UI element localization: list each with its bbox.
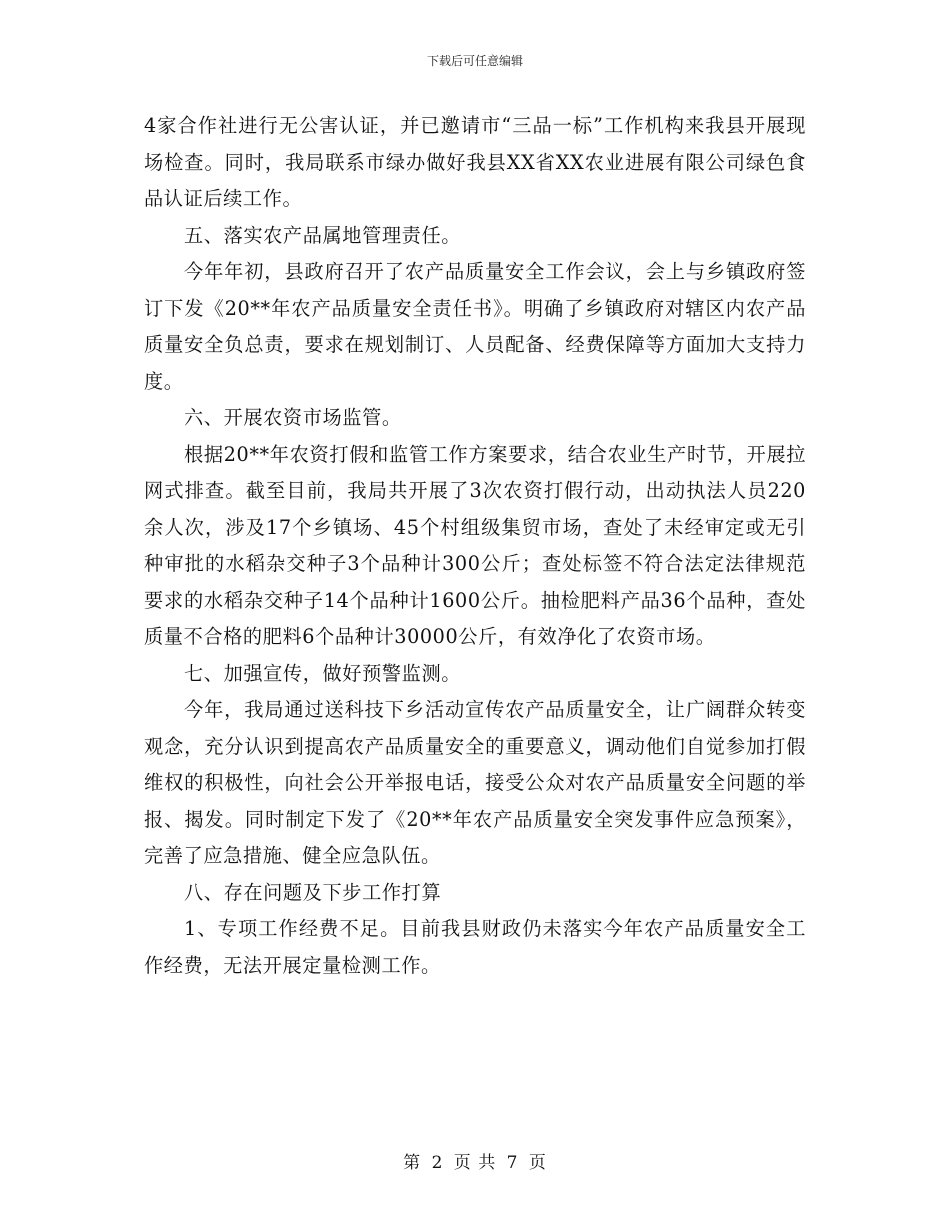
document-body xyxy=(144,108,806,984)
paragraph-section-5: 今年年初，县政府召开了农产品质量安全工作会议，会上与乡镇政府签订下发《20**年农产品质量安全责任书》。明确了乡镇政府对辖区内农产品质量安全负总责，要求在规划制订、人员配备、经费保障等方面加大支持力度。 xyxy=(144,260,806,393)
paragraph-section-8-item-1: 1、专项工作经费不足。目前我县财政仍未落实今年农产品质量安全工作经费，无法开展定量检测工作。 xyxy=(144,917,806,977)
page-number xyxy=(0,1148,950,1173)
page-number-prefix: 第 xyxy=(403,1153,422,1173)
section-heading-7: 七、加强宣传，做好预警监测。 xyxy=(184,661,462,685)
page-number-suffix: 页 xyxy=(528,1153,547,1173)
paragraph-section-7: 今年，我局通过送科技下乡活动宣传农产品质量安全，让广阔群众转变观念，充分认识到提高农产品质量安全的重要意义，调动他们自觉参加打假维权的积极性，向社会公开举报电话，接受公众对农产品质量安全问题的举报、揭发。同时制定下发了《20**年农产品质量安全突发事件应急预案》，完善了应急措施、健全应急队伍。 xyxy=(144,698,806,867)
page-number-total: 7 xyxy=(506,1153,519,1173)
section-heading-6: 六、开展农资市场监管。 xyxy=(184,406,402,429)
section-heading-8: 八、存在问题及下步工作打算 xyxy=(184,880,442,904)
page-number-middle: 页 共 xyxy=(453,1153,497,1173)
paragraph-section-6: 根据20**年农资打假和监管工作方案要求，结合农业生产时节，开展拉网式排查。截至目前，我局共开展了3次农资打假行动，出动执法人员220余人次，涉及17个乡镇场、45个村组级集贸市场，查处了未经审定或无引种审批的水稻杂交种子3个品种计300公斤；查处标签不符合法定法律规范要求的水稻杂交种子14个品种计1600公斤。抽检肥料产品36个品种，查处质量不合格的肥料6个品种计30000公斤，有效净化了农资市场。 xyxy=(144,442,806,648)
paragraph-continuation: 4家合作社进行无公害认证，并已邀请市“三品一标”工作机构来我县开展现场检查。同时，我局联系市绿办做好我县XX省XX农业进展有限公司绿色食品认证后续工作。 xyxy=(144,114,806,210)
page-number-current: 2 xyxy=(431,1153,444,1173)
page-header: 下载后可任意编辑 xyxy=(426,54,523,68)
section-heading-5: 五、落实农产品属地管理责任。 xyxy=(184,223,462,247)
